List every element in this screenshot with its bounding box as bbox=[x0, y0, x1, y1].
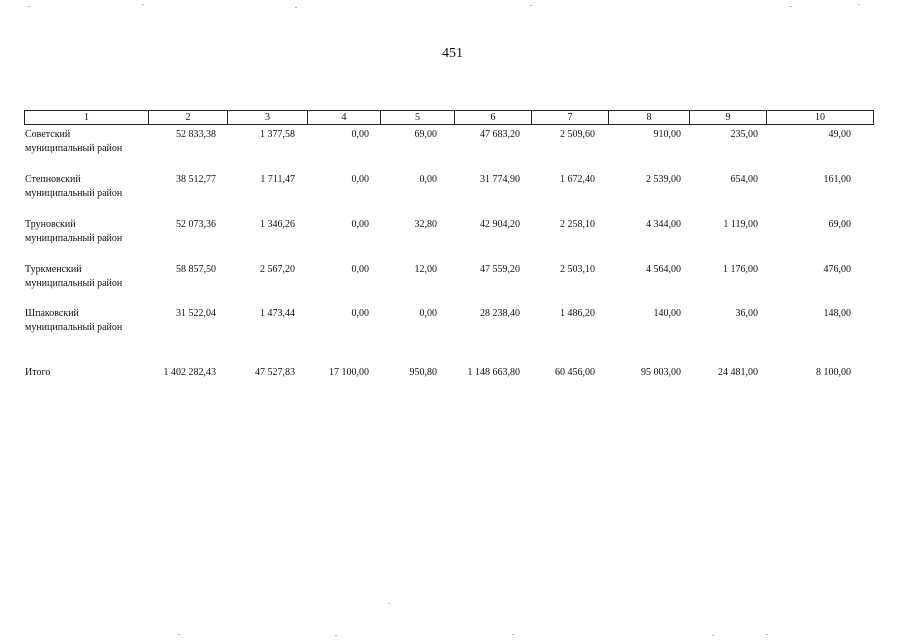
table-cell: 0,00 bbox=[351, 219, 369, 230]
table-cell: 12,00 bbox=[414, 264, 437, 275]
table-cell: 58 857,50 bbox=[176, 264, 216, 275]
column-number-cell: 8 bbox=[609, 111, 690, 125]
table-cell: 2 539,00 bbox=[646, 174, 681, 185]
table-cell: 148,00 bbox=[823, 308, 851, 319]
row-name-trunovsky bbox=[25, 218, 122, 246]
total-cell: 24 481,00 bbox=[718, 367, 758, 378]
scan-speck bbox=[388, 603, 390, 604]
total-cell: 8 100,00 bbox=[816, 367, 851, 378]
scan-speck bbox=[512, 634, 514, 635]
scan-speck bbox=[335, 635, 337, 636]
scan-speck bbox=[178, 634, 180, 635]
total-cell: 47 527,83 bbox=[255, 367, 295, 378]
table-cell: 140,00 bbox=[653, 308, 681, 319]
table-cell: 4 564,00 bbox=[646, 264, 681, 275]
table-cell: 52 073,36 bbox=[176, 219, 216, 230]
total-cell: 95 003,00 bbox=[641, 367, 681, 378]
column-number-cell: 1 bbox=[25, 111, 149, 125]
table-cell: 1 346,26 bbox=[260, 219, 295, 230]
table-cell: 910,00 bbox=[653, 129, 681, 140]
scan-speck bbox=[28, 6, 30, 7]
table-cell: 1 119,00 bbox=[723, 219, 758, 230]
row-name-stepnovsky bbox=[25, 173, 122, 201]
table-cell: 1 486,20 bbox=[560, 308, 595, 319]
table-cell: 235,00 bbox=[730, 129, 758, 140]
row-name-line: Труновский bbox=[25, 219, 76, 230]
page-number: 451 bbox=[442, 46, 463, 61]
column-number-cell: 4 bbox=[308, 111, 381, 125]
table-cell: 0,00 bbox=[419, 308, 437, 319]
table-cell: 49,00 bbox=[828, 129, 851, 140]
row-name-line: Советский bbox=[25, 129, 71, 140]
total-cell: 1 148 663,80 bbox=[467, 367, 520, 378]
table-cell: 52 833,38 bbox=[176, 129, 216, 140]
column-number-cell: 5 bbox=[381, 111, 455, 125]
column-number-cell: 7 bbox=[532, 111, 609, 125]
total-cell: 60 456,00 bbox=[555, 367, 595, 378]
table-cell: 1 176,00 bbox=[723, 264, 758, 275]
scan-speck bbox=[142, 4, 144, 5]
row-name-line: муниципальный район bbox=[25, 188, 123, 199]
scan-speck bbox=[530, 5, 532, 6]
table-cell: 32,80 bbox=[414, 219, 437, 230]
total-cell: 1 402 282,43 bbox=[163, 367, 216, 378]
table-cell: 1 672,40 bbox=[560, 174, 595, 185]
table-cell: 47 683,20 bbox=[480, 129, 520, 140]
column-number-cell: 6 bbox=[455, 111, 532, 125]
total-cell: 17 100,00 bbox=[329, 367, 369, 378]
row-name-line: муниципальный район bbox=[25, 233, 123, 244]
total-cell: 950,80 bbox=[409, 367, 437, 378]
row-name-line: муниципальный район bbox=[25, 278, 123, 289]
scan-speck bbox=[858, 4, 860, 5]
column-number-cell: 3 bbox=[228, 111, 308, 125]
table-cell: 47 559,20 bbox=[480, 264, 520, 275]
table-cell: 161,00 bbox=[823, 174, 851, 185]
scan-speck bbox=[766, 634, 768, 635]
column-number-cell: 2 bbox=[149, 111, 228, 125]
table-cell: 1 377,58 bbox=[260, 129, 295, 140]
table-cell: 36,00 bbox=[735, 308, 758, 319]
table-cell: 1 473,44 bbox=[260, 308, 295, 319]
row-name-sovetsky bbox=[25, 128, 122, 156]
table-cell: 0,00 bbox=[351, 264, 369, 275]
column-number-cell: 10 bbox=[767, 111, 874, 125]
table-cell: 2 258,10 bbox=[560, 219, 595, 230]
column-number-cell: 9 bbox=[690, 111, 767, 125]
table-cell: 0,00 bbox=[351, 129, 369, 140]
row-name-shpakovsky bbox=[25, 307, 122, 335]
table-cell: 31 522,04 bbox=[176, 308, 216, 319]
row-name-line: Шпаковский bbox=[25, 308, 79, 319]
table-cell: 38 512,77 bbox=[176, 174, 216, 185]
table-cell: 0,00 bbox=[419, 174, 437, 185]
table-cell: 1 711,47 bbox=[260, 174, 295, 185]
row-name-line: муниципальный район bbox=[25, 143, 123, 154]
total-row-label: Итого bbox=[25, 367, 51, 378]
table-cell: 2 509,60 bbox=[560, 129, 595, 140]
table-cell: 2 503,10 bbox=[560, 264, 595, 275]
table-cell: 69,00 bbox=[414, 129, 437, 140]
table-cell: 69,00 bbox=[828, 219, 851, 230]
table-cell: 4 344,00 bbox=[646, 219, 681, 230]
table-cell: 0,00 bbox=[351, 308, 369, 319]
row-name-line: Туркменский bbox=[25, 264, 82, 275]
table-cell: 31 774,90 bbox=[480, 174, 520, 185]
row-name-line: Степновский bbox=[25, 174, 81, 185]
scan-speck bbox=[295, 7, 297, 8]
scan-speck bbox=[790, 6, 792, 7]
table-cell: 28 238,40 bbox=[480, 308, 520, 319]
table-cell: 42 904,20 bbox=[480, 219, 520, 230]
table-cell: 0,00 bbox=[351, 174, 369, 185]
column-number-header bbox=[24, 110, 874, 125]
table-cell: 476,00 bbox=[823, 264, 851, 275]
scan-speck bbox=[712, 635, 714, 636]
row-name-line: муниципальный район bbox=[25, 322, 123, 333]
table-cell: 2 567,20 bbox=[260, 264, 295, 275]
row-name-turkmensky bbox=[25, 263, 122, 291]
table-cell: 654,00 bbox=[730, 174, 758, 185]
